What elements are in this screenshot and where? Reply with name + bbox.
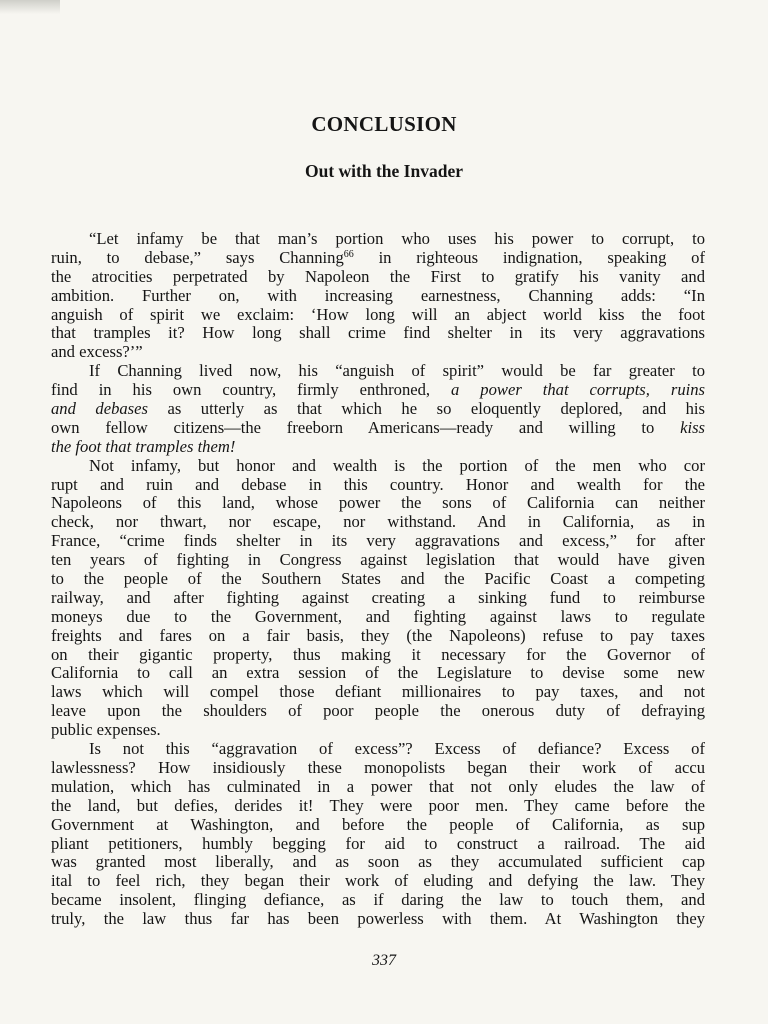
text-line: Not infamy, but honor and wealth is the portion of the men who cor xyxy=(89,456,705,475)
text-line: Napoleons of this land, whose power the sons of California can neither xyxy=(51,494,705,513)
text-line: and debases as utterly as that which he so eloquently deplored, and his xyxy=(51,400,705,419)
page-edge-shadow xyxy=(0,0,60,14)
text-line: France, “crime finds shelter in its very aggravations and excess,” for after xyxy=(51,532,705,551)
body-text xyxy=(51,230,705,929)
text-line: Government at Washington, and before the people of California, as sup xyxy=(51,815,705,834)
text-line: Is not this “aggravation of excess”? Excess of defiance? Excess of xyxy=(89,740,705,759)
text-line: railway, and after fighting against creating a sinking fund to reimburse xyxy=(51,588,705,607)
text-line: freights and fares on a fair basis, they (the Napoleons) refuse to pay taxes xyxy=(51,626,705,645)
text-line: became insolent, flinging defiance, as if daring the law to touch them, and xyxy=(51,891,705,910)
footnote-reference[interactable]: 66 xyxy=(343,248,354,260)
text-line xyxy=(51,438,705,457)
text-line: to the people of the Southern States and the Pacific Coast a competing xyxy=(51,570,705,589)
text-line: truly, the law thus far has been powerless with them. At Washington they xyxy=(51,910,705,929)
text-line: “Let infamy be that man’s portion who uses his power to corrupt, to xyxy=(89,230,705,248)
text-line: the land, but defies, derides it! They were poor men. They came before the xyxy=(51,796,705,815)
text-line: was granted most liberally, and as soon as they accumulated sufficient cap xyxy=(51,853,705,872)
text-line: public expenses. xyxy=(51,721,161,740)
italic-phrase: kiss xyxy=(680,418,705,437)
chapter-title: CONCLUSION xyxy=(311,112,457,136)
text-line: pliant petitioners, humbly begging for aid to construct a railroad. The aid xyxy=(51,834,705,853)
text-line: leave upon the shoulders of poor people the onerous duty of defraying xyxy=(51,702,705,721)
text-line: on their gigantic property, thus making it necessary for the Governor of xyxy=(51,645,705,664)
chapter-subtitle: Out with the Invader xyxy=(305,161,463,181)
text-line: mulation, which has culminated in a power that not only eludes the law of xyxy=(51,777,705,796)
text-line: ital to feel rich, they began their work of eluding and defying the law. They xyxy=(51,872,705,891)
page-number: 337 xyxy=(372,952,396,969)
text-line: ten years of fighting in Congress against legislation that would have given xyxy=(51,551,705,570)
text-line: laws which will compel those defiant millionaires to pay taxes, and not xyxy=(51,683,705,702)
text-line: ruin, to debase,” says Channing$^{66}$ in righteous indignation, speaking of xyxy=(51,248,705,267)
italic-phrase: and debases xyxy=(51,400,148,419)
text-line: that tramples it? How long shall crime find shelter in its very aggravations xyxy=(51,324,705,343)
text-line: anguish of spirit we exclaim: ‘How long will an abject world kiss the foot xyxy=(51,305,705,324)
text-line: California to call an extra session of the Legislature to devise some new xyxy=(51,664,705,683)
italic-phrase: a power that corrupts, ruins xyxy=(451,381,705,400)
italic-phrase: the foot that tramples them! xyxy=(51,437,236,456)
text-line: and excess?’” xyxy=(51,343,143,362)
text-line: moneys due to the Government, and fighting against laws to regulate xyxy=(51,607,705,626)
text-line: the atrocities perpetrated by Napoleon the First to gratify his vanity and xyxy=(51,267,705,286)
text-line: own fellow citizens—the freeborn Americans—ready and willing to kiss xyxy=(51,418,705,437)
text-line: find in his own country, firmly enthroned, a power that corrupts, ruins xyxy=(51,381,705,400)
text-line: check, nor thwart, nor escape, nor withstand. And in California, as in xyxy=(51,513,705,532)
text-line: ambition. Further on, with increasing earnestness, Channing adds: “In xyxy=(51,286,705,305)
text-line: If Channing lived now, his “anguish of spirit” would be far greater to xyxy=(89,362,705,381)
text-line: rupt and ruin and debase in this country. Honor and wealth for the xyxy=(51,475,705,494)
text-line: lawlessness? How insidiously these monopolists began their work of accu xyxy=(51,758,705,777)
